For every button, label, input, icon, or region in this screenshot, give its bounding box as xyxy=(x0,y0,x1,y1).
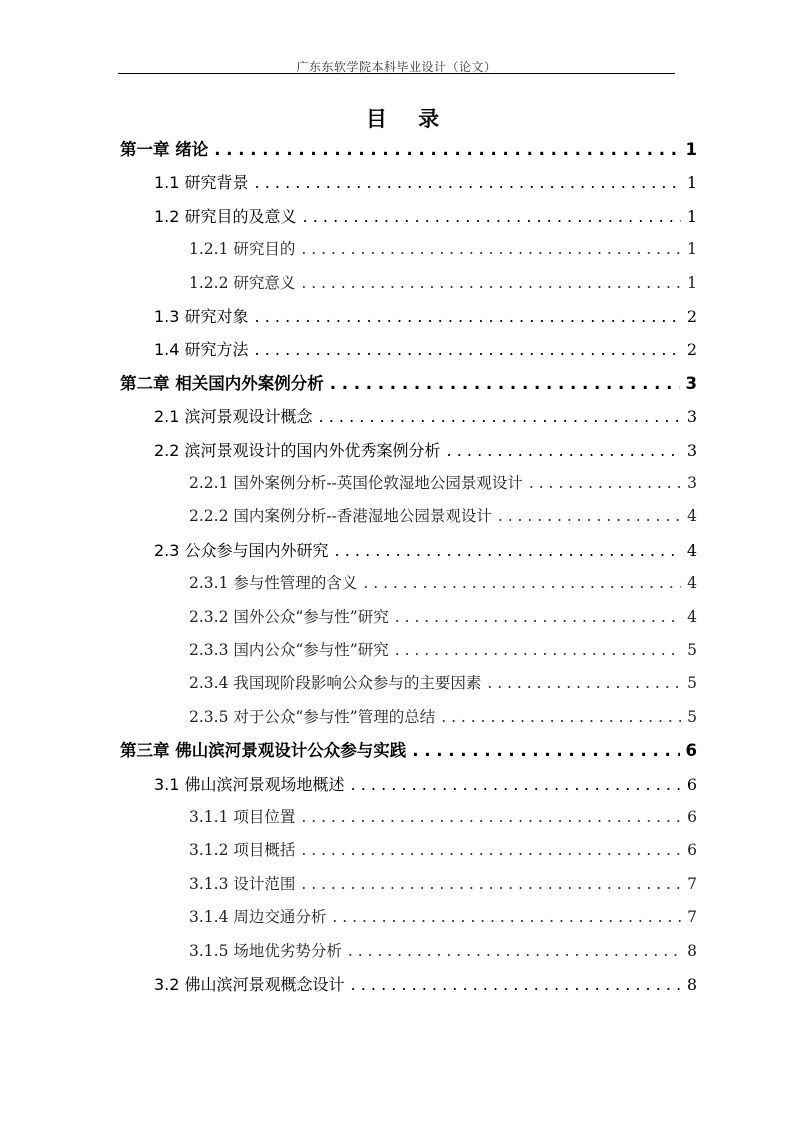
toc-entry-label: 2.3.4 我国现阶段影响公众参与的主要因素 xyxy=(189,674,482,693)
toc-dot-leader xyxy=(330,367,680,400)
toc-entry-level-3[interactable] xyxy=(189,834,697,867)
toc-entry-page-number: 5 xyxy=(687,707,697,726)
toc-entry-level-1[interactable] xyxy=(120,133,697,166)
toc-dot-leader xyxy=(301,834,681,867)
toc-entry-label: 3.1 佛山滨河景观场地概述 xyxy=(154,774,345,794)
toc-entry-page-number: 2 xyxy=(686,307,697,326)
toc-entry-page-number: 1 xyxy=(685,140,697,159)
toc-entry-level-3[interactable] xyxy=(189,601,697,634)
toc-entry-level-3[interactable] xyxy=(189,701,697,734)
toc-dot-leader xyxy=(395,601,681,634)
toc-dot-leader xyxy=(335,534,681,567)
toc-dot-leader xyxy=(214,133,679,166)
toc-dot-leader xyxy=(255,166,681,199)
toc-dot-leader xyxy=(441,701,681,734)
toc-entry-level-3[interactable] xyxy=(189,801,697,834)
toc-entry-page-number: 7 xyxy=(687,874,697,893)
toc-entry-level-2[interactable] xyxy=(154,534,697,567)
toc-entry-label: 2.3.1 参与性管理的含义 xyxy=(189,574,358,593)
toc-entry-level-2[interactable] xyxy=(154,768,697,801)
toc-entry-level-3[interactable] xyxy=(189,467,697,500)
toc-entry-level-3[interactable] xyxy=(189,267,697,300)
toc-entry-level-1[interactable] xyxy=(120,734,697,767)
toc-entry-page-number: 5 xyxy=(687,641,697,659)
toc-entry-page-number: 5 xyxy=(687,674,697,693)
page-header: 广东东软学院本科毕业设计（论文） xyxy=(296,60,497,74)
toc-entry-page-number: 3 xyxy=(687,474,697,492)
toc-entry-level-1[interactable] xyxy=(120,367,697,400)
toc-dot-leader xyxy=(351,768,681,801)
toc-entry-page-number: 4 xyxy=(687,574,697,593)
toc-entry-level-2[interactable] xyxy=(154,200,697,233)
toc-entry-level-2[interactable] xyxy=(154,300,697,333)
toc-dot-leader xyxy=(529,467,681,500)
toc-entry-label: 2.3.5 对于公众“参与性”管理的总结 xyxy=(189,707,436,726)
toc-entry-level-3[interactable] xyxy=(189,667,697,700)
toc-entry-page-number: 8 xyxy=(686,975,697,994)
toc-entry-label: 1.4 研究方法 xyxy=(154,340,249,360)
toc-entry-page-number: 6 xyxy=(687,808,697,826)
toc-dot-leader xyxy=(487,667,681,700)
toc-entry-page-number: 6 xyxy=(686,774,697,794)
toc-entry-level-2[interactable] xyxy=(154,434,697,467)
toc-entry-label: 3.1.1 项目位置 xyxy=(189,808,296,826)
toc-entry-label: 2.3.3 国内公众“参与性”研究 xyxy=(189,641,389,659)
toc-dot-leader xyxy=(395,634,681,667)
toc-entry-page-number: 6 xyxy=(685,741,697,761)
toc-dot-leader xyxy=(303,200,681,233)
header-rule xyxy=(118,73,675,74)
toc-entry-page-number: 6 xyxy=(687,841,697,860)
toc-entry-label: 2.1 滨河景观设计概念 xyxy=(154,407,313,427)
toc-dot-leader xyxy=(412,734,679,767)
toc-dot-leader xyxy=(319,400,681,433)
toc-entry-level-3[interactable] xyxy=(189,901,697,934)
toc-entry-page-number: 3 xyxy=(686,407,697,427)
toc-entry-label: 3.1.2 项目概括 xyxy=(189,841,296,860)
toc-entry-page-number: 4 xyxy=(687,507,697,526)
toc-dot-leader xyxy=(498,500,681,533)
toc-dot-leader xyxy=(447,434,681,467)
toc-entry-page-number: 2 xyxy=(686,340,697,360)
toc-dot-leader xyxy=(255,333,681,366)
toc-entry-page-number: 1 xyxy=(686,206,697,226)
toc-entry-page-number: 3 xyxy=(685,373,697,393)
toc-dot-leader xyxy=(348,935,681,968)
toc-entry-label: 3.2 佛山滨河景观概念设计 xyxy=(154,975,345,994)
toc-entry-level-2[interactable] xyxy=(154,400,697,433)
toc-entry-page-number: 1 xyxy=(687,273,697,292)
toc-entry-level-3[interactable] xyxy=(189,935,697,968)
toc-entry-page-number: 1 xyxy=(686,173,697,193)
toc-dot-leader xyxy=(301,801,681,834)
toc-entry-label: 第一章 绪论 xyxy=(120,140,209,159)
toc-entry-label: 2.3 公众参与国内外研究 xyxy=(154,540,329,560)
toc-entry-label: 1.3 研究对象 xyxy=(154,307,249,326)
toc-dot-leader xyxy=(255,300,681,333)
toc-entry-page-number: 8 xyxy=(687,941,697,960)
toc-entry-label: 2.3.2 国外公众“参与性”研究 xyxy=(189,607,389,626)
toc-entry-label: 2.2 滨河景观设计的国内外优秀案例分析 xyxy=(154,440,441,460)
toc-entry-label: 3.1.5 场地优劣势分析 xyxy=(189,941,342,960)
toc-title: 目 录 xyxy=(365,107,452,131)
toc-entry-page-number: 1 xyxy=(687,240,697,259)
toc-entry-label: 2.2.2 国内案例分析--香港湿地公园景观设计 xyxy=(189,507,492,526)
toc-dot-leader xyxy=(301,267,681,300)
toc-entry-level-2[interactable] xyxy=(154,333,697,366)
toc-dot-leader xyxy=(301,233,681,266)
toc-entry-label: 1.1 研究背景 xyxy=(154,173,249,193)
toc-entry-label: 1.2.2 研究意义 xyxy=(189,273,296,292)
toc-dot-leader xyxy=(301,868,681,901)
toc-entry-level-3[interactable] xyxy=(189,500,697,533)
toc-entry-level-2[interactable] xyxy=(154,166,697,199)
toc-entry-page-number: 4 xyxy=(687,607,697,626)
toc-entry-label: 第三章 佛山滨河景观设计公众参与实践 xyxy=(120,741,407,761)
toc-entry-label: 第二章 相关国内外案例分析 xyxy=(120,373,324,393)
toc-dot-leader xyxy=(351,968,681,1001)
toc-entry-page-number: 3 xyxy=(686,440,697,460)
toc-entry-label: 1.2.1 研究目的 xyxy=(189,240,296,259)
toc-dot-leader xyxy=(332,901,681,934)
toc-entry-page-number: 4 xyxy=(686,540,697,560)
toc-entry-level-3[interactable] xyxy=(189,868,697,901)
toc-entry-level-3[interactable] xyxy=(189,634,697,667)
toc-entry-label: 2.2.1 国外案例分析--英国伦敦湿地公园景观设计 xyxy=(189,474,523,492)
toc-entry-level-3[interactable] xyxy=(189,233,697,266)
toc-entry-page-number: 7 xyxy=(687,908,697,927)
toc-entry-label: 3.1.4 周边交通分析 xyxy=(189,908,327,927)
toc-entry-level-2[interactable] xyxy=(154,968,697,1001)
toc-dot-leader xyxy=(363,567,681,600)
toc-entry-label: 1.2 研究目的及意义 xyxy=(154,206,297,226)
toc-entry-label: 3.1.3 设计范围 xyxy=(189,874,296,893)
toc-entry-level-3[interactable] xyxy=(189,567,697,600)
